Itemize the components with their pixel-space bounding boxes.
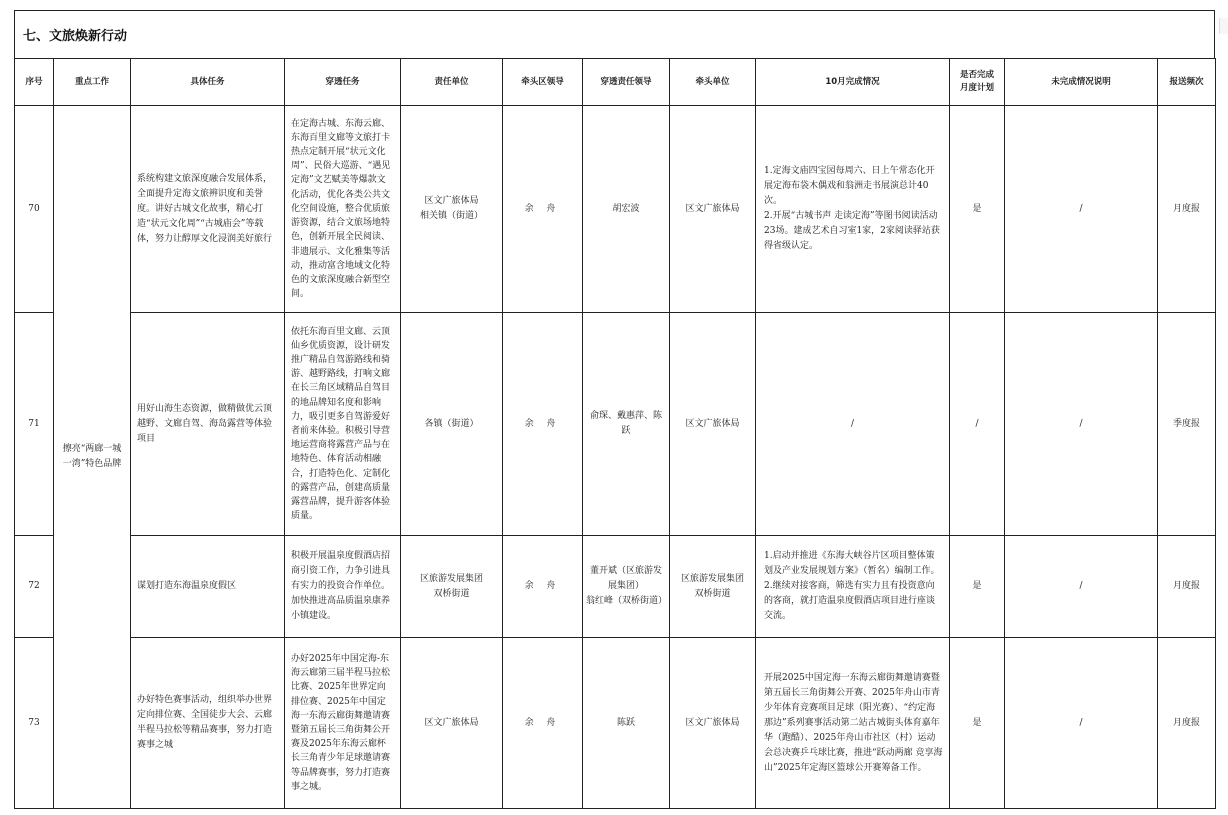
header-october: 10月完成情况	[756, 59, 950, 106]
october-cell: 开展2025中国定海一东海云廊街舞邀请赛暨第五届长三角街舞公开赛、2025年舟山市青少年体育竞赛项目足球（阳光赛）、“约定海那边”系列赛事活动第二站古城街头体育嘉年华（跑酷）、2025年舟山市社区（村）运动会总决赛乒乓球比赛，推进“跃动两廊 竞享海山”2025年定海区篮球公开赛筹备工作。	[756, 638, 950, 809]
completed-cell: 是	[950, 106, 1005, 313]
penetration-cell: 积极开展温泉度假酒店招商引资工作，力争引进具有实力的投资合作单位。加快推进高品质温泉康养小镇建设。	[285, 536, 401, 638]
pen-leader-cell: 胡宏波	[583, 106, 670, 313]
resp-unit-cell: 区文广旅体局	[401, 638, 503, 809]
table-row	[15, 106, 1216, 313]
frequency-cell: 月度报	[1158, 106, 1216, 313]
district-leader-cell: 余 舟	[503, 536, 583, 638]
frequency-cell: 月度报	[1158, 638, 1216, 809]
district-leader-cell: 余 舟	[503, 313, 583, 536]
district-leader-cell: 余 舟	[503, 106, 583, 313]
district-leader-cell: 余 舟	[503, 638, 583, 809]
header-reason: 未完成情况说明	[1005, 59, 1158, 106]
header-resp-unit: 责任单位	[401, 59, 503, 106]
lead-unit-cell: 区文广旅体局	[670, 106, 756, 313]
completed-cell: 是	[950, 638, 1005, 809]
lead-unit-cell: 区文广旅体局	[670, 638, 756, 809]
reason-cell: /	[1005, 106, 1158, 313]
section-title: 七、文旅焕新行动	[14, 10, 1215, 58]
october-cell: /	[756, 313, 950, 536]
task-cell: 系统构建文旅深度融合发展体系，全面提升定海文旅辨识度和美誉度。讲好古城文化故事，精心打造“状元文化周”“古城庙会”等载体，努力让醇厚文化浸润美好旅行	[131, 106, 285, 313]
reason-cell: /	[1005, 313, 1158, 536]
pen-leader-cell: 陈跃	[583, 638, 670, 809]
resp-unit-cell: 区旅游发展集团 双桥街道	[401, 536, 503, 638]
completed-cell: /	[950, 313, 1005, 536]
table-row	[15, 313, 1216, 536]
task-cell: 谋划打造东海温泉度假区	[131, 536, 285, 638]
key-work-cell: 擦亮“两廊一城一湾”特色品牌	[54, 106, 131, 809]
frequency-cell: 月度报	[1158, 536, 1216, 638]
header-pen-leader: 穿透责任领导	[583, 59, 670, 106]
task-cell: 办好特色赛事活动，组织举办世界定向排位赛、全国徒步大会、云廊半程马拉松等精品赛事，努力打造赛事之城	[131, 638, 285, 809]
reason-cell: /	[1005, 638, 1158, 809]
pen-leader-cell: 俞琛、戴惠萍、陈跃	[583, 313, 670, 536]
task-cell: 用好山海生态资源，做精做优云顶越野、文廊自驾、海岛露营等体验项目	[131, 313, 285, 536]
lead-unit-cell: 区文广旅体局	[670, 313, 756, 536]
header-district-leader: 牵头区领导	[503, 59, 583, 106]
table-row	[15, 638, 1216, 809]
header-penetration: 穿透任务	[285, 59, 401, 106]
row-no: 70	[15, 106, 54, 313]
scrollbar-stub[interactable]	[1219, 18, 1228, 34]
table-row	[15, 536, 1216, 638]
resp-unit-cell: 各镇（街道）	[401, 313, 503, 536]
completed-cell: 是	[950, 536, 1005, 638]
reason-cell: /	[1005, 536, 1158, 638]
header-no: 序号	[15, 59, 54, 106]
penetration-cell: 在定海古城、东海云廊、东海百里文廊等文旅打卡热点定制开展“状元文化周”、民俗大巡游、“遇见定海”文艺赋美等爆款文化活动，优化各类公共文化空间设施，整合优质旅游资源，结合文旅场地特色，创新开展全民阅读、非遗展示、文化雅集等活动，推动富含地域文化特色的文旅深度融合新型空间。	[285, 106, 401, 313]
document-sheet	[14, 10, 1215, 809]
resp-unit-cell: 区文广旅体局 相关镇（街道）	[401, 106, 503, 313]
header-task: 具体任务	[131, 59, 285, 106]
header-frequency: 报送频次	[1158, 59, 1216, 106]
pen-leader-cell: 董开斌（区旅游发展集团） 翁红峰（双桥街道）	[583, 536, 670, 638]
october-cell: 1.启动并推进《东海大峡谷片区项目整体策划及产业发展规划方案》（暂名）编制工作。 2.继续对接客商，筛选有实力且有投资意向的客商，就打造温泉度假酒店项目进行座谈交流。	[756, 536, 950, 638]
frequency-cell: 季度报	[1158, 313, 1216, 536]
lead-unit-cell: 区旅游发展集团 双桥街道	[670, 536, 756, 638]
row-no: 73	[15, 638, 54, 809]
row-no: 72	[15, 536, 54, 638]
october-cell: 1.定海文庙四宝园每周六、日上午常态化开展定海布袋木偶戏和翁洲走书展演总计40次。 2.开展“古城书声 走读定海”等图书阅读活动23场。建成艺术自习室1家，2家阅读驿站获得省级认定。	[756, 106, 950, 313]
row-no: 71	[15, 313, 54, 536]
table-header-row	[15, 59, 1216, 106]
penetration-cell: 依托东海百里文廊、云顶仙乡优质资源，设计研发推广精品自驾游路线和骑游、越野路线，打响文廊在长三角区域精品自驾目的地品牌知名度和影响力，吸引更多自驾游爱好者前来体验。积极引导营地运营商将露营产品与在地特色、体育活动相融合，打造特色化、定制化的露营产品，创建高质量露营品牌，提升游客体验质量。	[285, 313, 401, 536]
header-completed: 是否完成 月度计划	[950, 59, 1005, 106]
header-key-work: 重点工作	[54, 59, 131, 106]
task-table	[14, 58, 1216, 809]
penetration-cell: 办好2025年中国定海-东海云廊第三届半程马拉松比赛、2025年世界定向排位赛、2025年中国定海一东海云廊街舞邀请赛暨第五届长三角街舞公开赛及2025年东海云廊杯长三角青少年足球邀请赛等品牌赛事，努力打造赛事之城。	[285, 638, 401, 809]
header-lead-unit: 牵头单位	[670, 59, 756, 106]
